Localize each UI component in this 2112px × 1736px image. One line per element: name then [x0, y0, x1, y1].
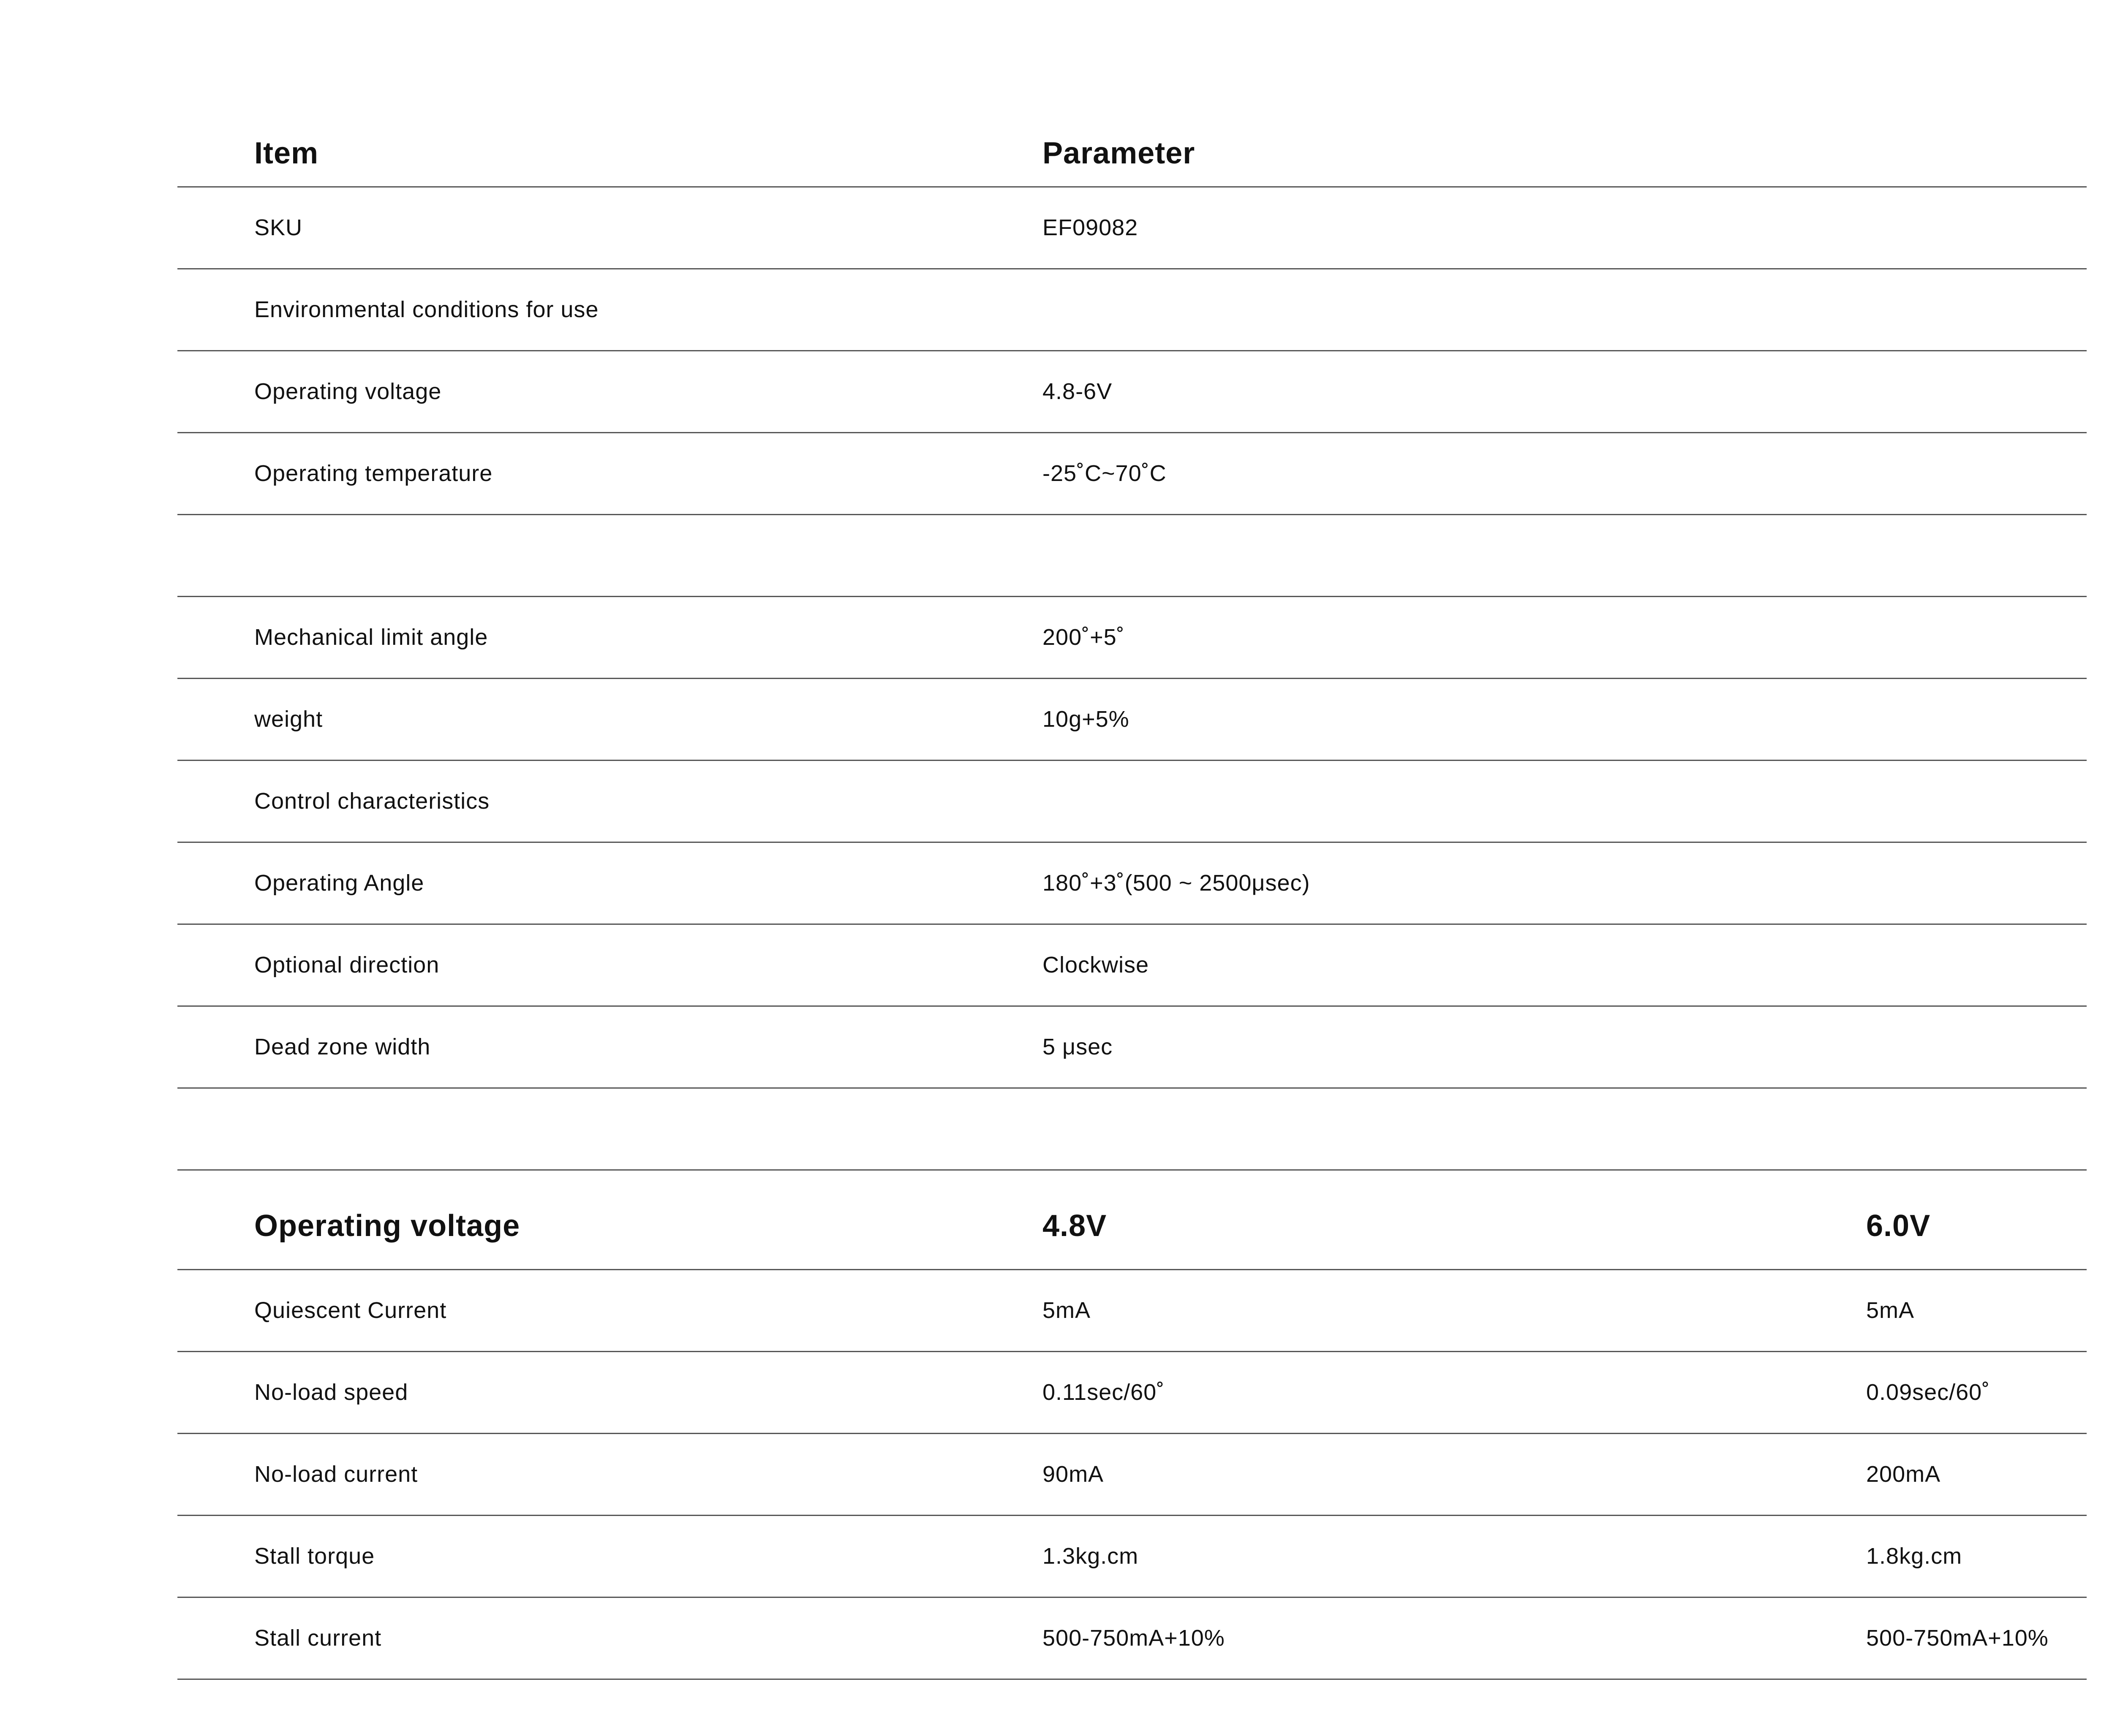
- table-row: [177, 351, 2087, 433]
- table-row: [177, 269, 2087, 351]
- row-item: Operating Angle: [254, 870, 425, 896]
- table-row: [177, 1007, 2087, 1089]
- row-parameter: 200˚+5˚: [1042, 625, 1125, 650]
- table-row: [177, 433, 2087, 515]
- header-parameter: Parameter: [1042, 136, 1195, 170]
- row-value-4.8v: 90mA: [1042, 1462, 1104, 1487]
- row-value-6.0v: 500-750mA+10%: [1866, 1625, 2049, 1651]
- table-row: [177, 1598, 2087, 1680]
- table-row: [177, 761, 2087, 843]
- row-item: Mechanical limit angle: [254, 625, 488, 650]
- row-parameter: Clockwise: [1042, 952, 1149, 978]
- row-parameter: EF09082: [1042, 215, 1138, 240]
- row-item: Stall current: [254, 1625, 382, 1651]
- row-item: Optional direction: [254, 952, 440, 978]
- row-item: Operating temperature: [254, 461, 493, 486]
- row-item: Quiescent Current: [254, 1298, 447, 1323]
- table-row: [177, 1352, 2087, 1434]
- row-parameter: 10g+5%: [1042, 706, 1129, 732]
- row-value-6.0v: 5mA: [1866, 1298, 1915, 1323]
- table-row: [177, 1270, 2087, 1352]
- row-item: Environmental conditions for use: [254, 297, 599, 322]
- table-row-empty: [177, 515, 2087, 597]
- row-item: SKU: [254, 215, 303, 240]
- row-value-6.0v: 0.09sec/60˚: [1866, 1380, 1990, 1405]
- row-parameter: 4.8-6V: [1042, 379, 1113, 404]
- voltage-header-v2: 6.0V: [1866, 1209, 1931, 1243]
- row-value-4.8v: 5mA: [1042, 1298, 1091, 1323]
- row-parameter: -25˚C~70˚C: [1042, 461, 1167, 486]
- voltage-header-row: [177, 1171, 2087, 1270]
- table-row: [177, 597, 2087, 679]
- row-parameter: 5 μsec: [1042, 1034, 1113, 1060]
- table-row: [177, 679, 2087, 761]
- row-item: No-load speed: [254, 1380, 408, 1405]
- row-value-4.8v: 0.11sec/60˚: [1042, 1380, 1165, 1405]
- voltage-header-label: Operating voltage: [254, 1209, 520, 1243]
- row-item: Operating voltage: [254, 379, 442, 404]
- table-row: [177, 1434, 2087, 1516]
- table-row: [177, 843, 2087, 925]
- header-item: Item: [254, 136, 319, 170]
- row-value-6.0v: 200mA: [1866, 1462, 1941, 1487]
- row-value-6.0v: 1.8kg.cm: [1866, 1543, 1962, 1569]
- row-item: weight: [254, 706, 323, 732]
- table-header-row: [177, 97, 2087, 187]
- row-item: Stall torque: [254, 1543, 375, 1569]
- table-row: [177, 925, 2087, 1007]
- row-item: No-load current: [254, 1462, 418, 1487]
- table-row-empty: [177, 1089, 2087, 1171]
- table-row: [177, 187, 2087, 269]
- row-value-4.8v: 500-750mA+10%: [1042, 1625, 1225, 1651]
- row-item: Control characteristics: [254, 788, 490, 814]
- table-row: [177, 1516, 2087, 1598]
- row-item: Dead zone width: [254, 1034, 431, 1060]
- row-value-4.8v: 1.3kg.cm: [1042, 1543, 1139, 1569]
- row-parameter: 180˚+3˚(500 ~ 2500μsec): [1042, 870, 1310, 896]
- voltage-header-v1: 4.8V: [1042, 1209, 1107, 1243]
